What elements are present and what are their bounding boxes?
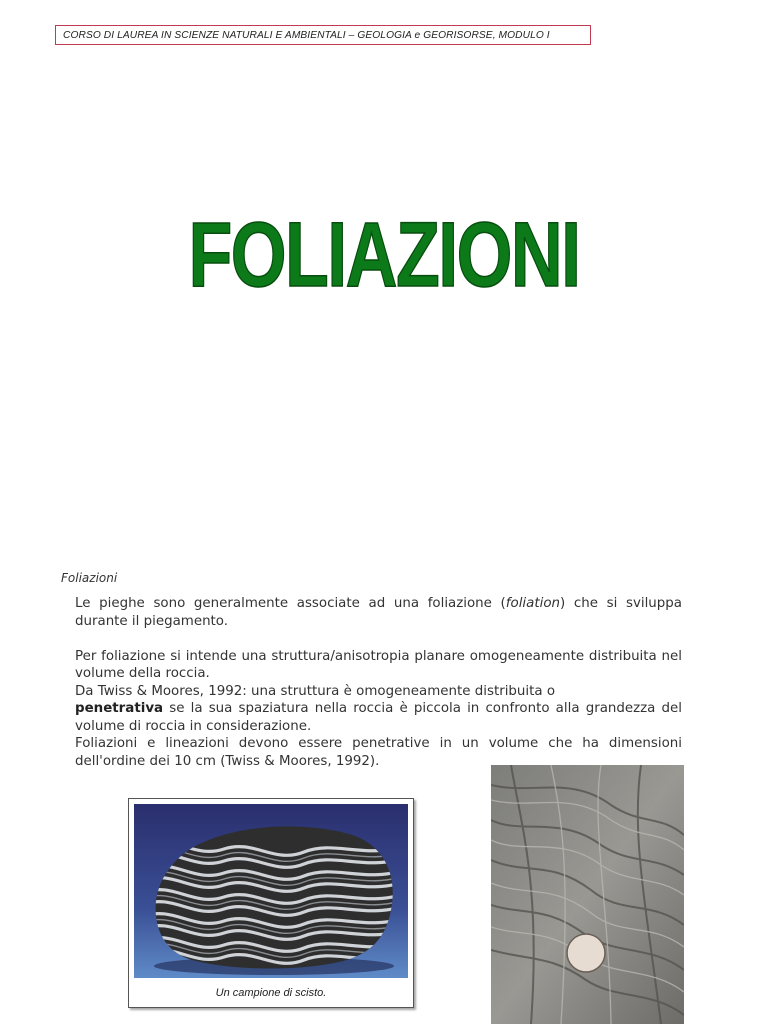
course-header — [55, 25, 591, 45]
paragraph-1 — [75, 595, 682, 630]
foliated-rock-photo — [491, 765, 684, 1024]
body-text — [75, 595, 682, 770]
paragraph-2: Per foliazione si intende una struttura/anisotropia planare omogeneamente distribuita nel volume della roccia. — [75, 648, 682, 681]
paragraph-3-text-a: Da Twiss & Moores, 1992: una struttura è omogeneamente distribuita o — [75, 683, 556, 699]
paragraph-1-text-a: Le pieghe sono generalmente associate ad una foliazione ( — [75, 596, 506, 611]
schist-caption: Un campione di scisto. — [215, 987, 327, 999]
foliation-term: foliation — [505, 596, 561, 611]
section-label: Foliazioni — [61, 571, 118, 585]
paragraph-1-text-b: ) che si sviluppa durante il piegamento. — [75, 596, 682, 629]
paragraph-4: Foliazioni e lineazioni devono essere penetrative in un volume che ha dimensioni dell'ordine dei 10 cm (Twiss & Moores, 1992). — [75, 736, 682, 769]
paragraph-3 — [75, 683, 682, 701]
penetrativa-term: penetrativa — [75, 701, 164, 716]
coin-scale-icon — [567, 934, 605, 972]
schist-sample-image — [134, 804, 408, 978]
paragraph-3-text-b: se la sua spaziatura nella roccia è piccola in confronto alla grandezza del volume di roccia in considerazione. — [75, 701, 682, 734]
course-header-text: CORSO DI LAUREA IN SCIENZE NATURALI E AMBIENTALI – GEOLOGIA e GEORISORSE, MODULO I — [63, 29, 550, 41]
schist-sample-figure — [128, 798, 414, 1008]
paragraph-3-cont — [75, 700, 682, 735]
page-title: FOLIAZIONI — [188, 204, 580, 306]
